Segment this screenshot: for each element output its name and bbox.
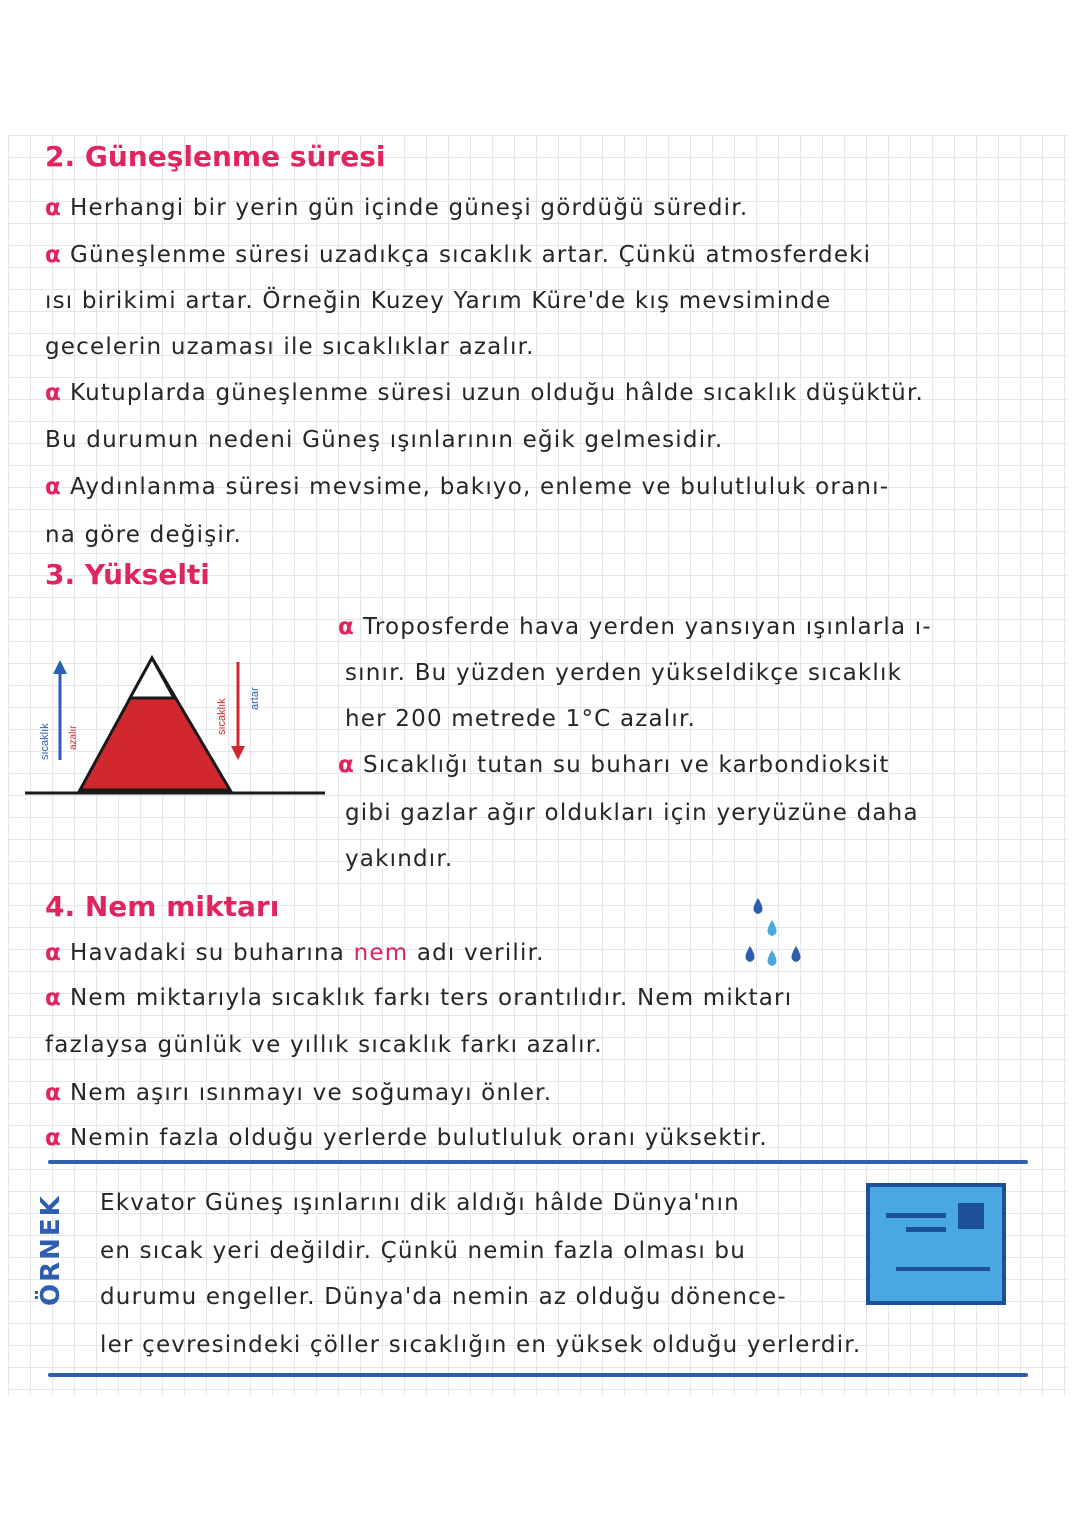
yukselti-line-3: her 200 metrede 1°C azalır. — [345, 706, 697, 732]
altitude-mountain-diagram — [20, 640, 330, 800]
bullet-icon: α — [45, 380, 63, 406]
envelope-icon — [866, 1183, 1006, 1305]
left-arrow-head — [53, 660, 67, 674]
ornek-line-4: ler çevresindeki çöller sıcaklığın en yüksek olduğu yerlerdir. — [100, 1332, 862, 1358]
nem-line-1: α Havadaki su buharına nem adı verilir. — [45, 940, 545, 966]
right-label-2: artar — [249, 687, 261, 710]
right-arrow-head — [231, 746, 245, 760]
gunes-line-1: α Herhangi bir yerin gün içinde güneşi gördüğü süredir. — [45, 195, 749, 221]
nem-line-5: α Nemin fazla olduğu yerlerde bulutluluk oranı yüksektir. — [45, 1125, 768, 1151]
gunes-line-8: na göre değişir. — [45, 522, 243, 548]
bullet-icon: α — [45, 474, 63, 500]
section-title-yukselti: 3. Yükselti — [45, 558, 210, 591]
divider-bottom — [48, 1373, 1028, 1377]
yukselti-line-4: α Sıcaklığı tutan su buharı ve karbondioksit — [338, 752, 890, 778]
section-title-nem: 4. Nem miktarı — [45, 890, 280, 923]
nem-line-4: α Nem aşırı ısınmayı ve soğumayı önler. — [45, 1080, 553, 1106]
gunes-line-4: gecelerin uzaması ile sıcaklıklar azalır. — [45, 334, 535, 360]
nem-line-2: α Nem miktarıyla sıcaklık farkı ters orantılıdır. Nem miktarı — [45, 985, 793, 1011]
bullet-icon: α — [45, 1125, 63, 1151]
yukselti-line-6: yakındır. — [345, 846, 454, 872]
ornek-line-1: Ekvator Güneş ışınlarını dik aldığı hâlde Dünya'nın — [100, 1190, 740, 1216]
gunes-line-5: α Kutuplarda güneşlenme süresi uzun olduğu hâlde sıcaklık düşüktür. — [45, 380, 924, 406]
divider-top — [48, 1160, 1028, 1164]
bullet-icon: α — [45, 195, 63, 221]
yukselti-line-1: α Troposferde hava yerden yansıyan ışınlarla ı- — [338, 614, 932, 640]
water-drops-icon — [738, 890, 818, 980]
ornek-line-3: durumu engeller. Dünya'da nemin az olduğu dönence- — [100, 1284, 787, 1310]
left-label-2: azalır — [68, 725, 79, 750]
gunes-line-7: α Aydınlanma süresi mevsime, bakıyo, enleme ve bulutluluk oranı- — [45, 474, 890, 500]
bullet-icon: α — [338, 614, 356, 640]
ornek-line-2: en sıcak yeri değildir. Çünkü nemin fazla olması bu — [100, 1238, 746, 1264]
ornek-label: ÖRNEK — [36, 1194, 66, 1306]
nem-line-3: fazlaysa günlük ve yıllık sıcaklık farkı azalır. — [45, 1032, 603, 1058]
gunes-line-6: Bu durumun nedeni Güneş ışınlarının eğik gelmesidir. — [45, 427, 724, 453]
gunes-line-3: ısı birikimi artar. Örneğin Kuzey Yarım Küre'de kış mevsiminde — [45, 288, 832, 314]
section-title-gunes: 2. Güneşlenme süresi — [45, 140, 386, 173]
bullet-icon: α — [45, 242, 63, 268]
bullet-icon: α — [45, 940, 63, 966]
snow-cap — [130, 658, 174, 698]
yukselti-line-2: sınır. Bu yüzden yerden yükseldikçe sıcaklık — [345, 660, 903, 686]
yukselti-line-5: gibi gazlar ağır oldukları için yeryüzüne daha — [345, 800, 919, 826]
bullet-icon: α — [45, 1080, 63, 1106]
right-label-1: sıcaklık — [216, 698, 228, 735]
bullet-icon: α — [338, 752, 356, 778]
gunes-line-2: α Güneşlenme süresi uzadıkça sıcaklık artar. Çünkü atmosferdeki — [45, 242, 872, 268]
bullet-icon: α — [45, 985, 63, 1011]
left-label-1: sıcaklık — [39, 723, 51, 760]
